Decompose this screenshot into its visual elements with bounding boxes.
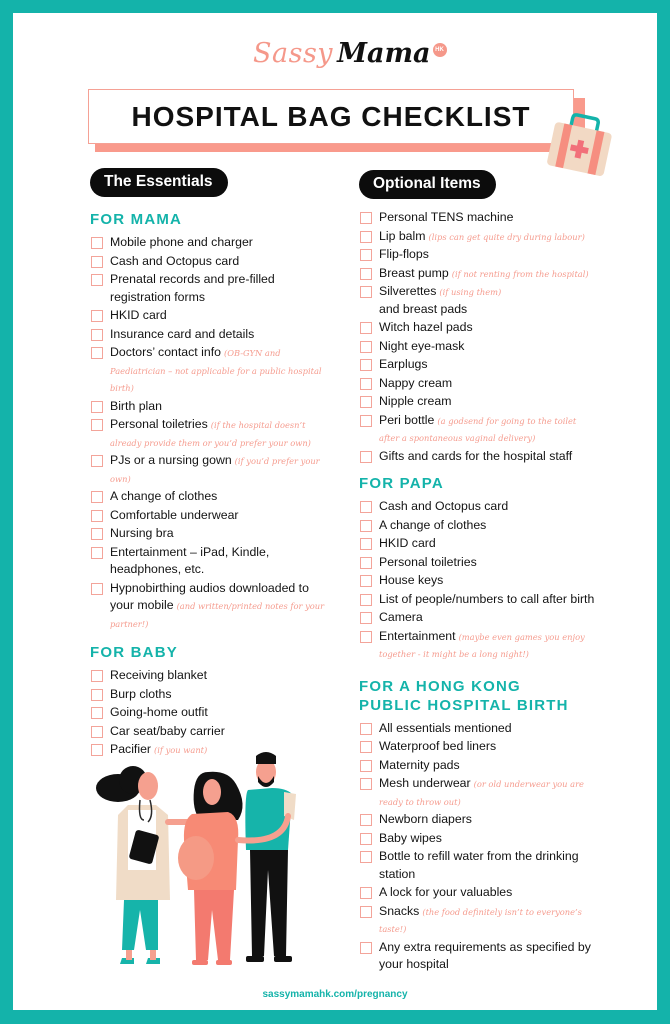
item-label: Nursing bra: [110, 526, 174, 540]
item-label: Prenatal records and pre-filled registration forms: [110, 272, 275, 304]
checklist-item: [359, 738, 599, 756]
checklist-item: [90, 544, 330, 579]
checkbox[interactable]: [91, 256, 103, 268]
checklist-item: [359, 356, 599, 374]
item-note: (if you’d prefer your own): [110, 456, 320, 484]
item-label: Nipple cream: [379, 394, 452, 408]
essentials-column: [90, 168, 330, 760]
item-label: Cash and Octopus card: [379, 499, 509, 513]
checkbox[interactable]: [360, 887, 372, 899]
public-hospital-heading: FOR A HONG KONG PUBLIC HOSPITAL BIRTH: [359, 677, 569, 714]
page-title: HOSPITAL BAG CHECKLIST: [131, 100, 531, 132]
item-label: List of people/numbers to call after birth: [379, 591, 595, 606]
optional-column: [359, 170, 599, 975]
checkbox[interactable]: [360, 741, 372, 753]
checklist-item: [359, 830, 599, 848]
item-label: Newborn diapers: [379, 812, 472, 826]
checklist-item: [90, 704, 330, 722]
checkbox[interactable]: [360, 451, 372, 463]
for-papa-heading: FOR PAPA: [359, 475, 444, 492]
checkbox[interactable]: [91, 401, 103, 413]
item-label: A change of clothes: [379, 517, 487, 532]
doctor-pregnant-mother-partner-illustration: [88, 750, 308, 975]
item-note: (if you want): [154, 745, 208, 755]
item-note: (lips can get quite dry during labour): [428, 231, 585, 242]
item-note: (if using them): [439, 287, 502, 297]
checklist-item: [359, 811, 599, 829]
checklist-item: [90, 507, 330, 525]
checkbox[interactable]: [360, 378, 372, 390]
item-label-continued: and breast pads: [379, 301, 468, 316]
item-label: Pacifier: [110, 742, 152, 756]
checklist-item: [359, 517, 599, 535]
checkbox[interactable]: [91, 491, 103, 503]
checklist-item: [359, 319, 599, 337]
checkbox[interactable]: [360, 341, 372, 353]
item-label: Night eye-mask: [379, 338, 465, 353]
item-label: Gifts and cards for the hospital staff: [379, 448, 573, 463]
checkbox[interactable]: [360, 942, 372, 954]
logo-sassy-text: Sassy: [253, 38, 334, 69]
checkbox[interactable]: [91, 419, 103, 431]
checkbox[interactable]: [360, 268, 372, 280]
checklist-item: [359, 628, 599, 663]
item-note: (maybe even games you enjoy together - it might be a long night!): [379, 631, 585, 659]
checkbox[interactable]: [91, 329, 103, 341]
item-label: Peri bottle: [379, 412, 435, 427]
item-label: Entertainment: [379, 628, 456, 643]
checkbox[interactable]: [360, 760, 372, 772]
checklist-item: [90, 307, 330, 325]
footer-website-link[interactable]: sassymamahk.com/pregnancy: [262, 989, 408, 1000]
checklist-item: [90, 686, 330, 704]
item-label: Personal toiletries: [110, 417, 208, 431]
optional-items-list: [359, 209, 599, 465]
checkbox[interactable]: [360, 415, 372, 427]
item-note: (a godsend for going to the toilet after a spontaneous vaginal delivery): [379, 415, 577, 443]
item-label: Nappy cream: [379, 375, 453, 390]
item-label: Burp cloths: [110, 686, 172, 701]
item-label: HKID card: [379, 536, 436, 550]
item-label: Witch hazel pads: [379, 320, 473, 334]
checkbox[interactable]: [91, 510, 103, 522]
item-label: Hypnobirthing audios downloaded to your mobile: [110, 580, 309, 612]
item-note: (if not renting from the hospital): [451, 268, 589, 279]
checklist-item: [90, 667, 330, 685]
checkbox[interactable]: [360, 396, 372, 408]
item-label: Doctors’ contact info: [110, 345, 221, 359]
essentials-pill: The Essentials: [90, 168, 228, 197]
checklist-item: [359, 848, 599, 883]
item-label: Mobile phone and charger: [110, 235, 253, 249]
pregnant-mother-figure: [178, 772, 243, 965]
item-label: HKID card: [110, 308, 167, 322]
item-label: Going-home outfit: [110, 705, 208, 719]
item-label: Receiving blanket: [110, 668, 208, 682]
checkbox[interactable]: [91, 726, 103, 738]
item-label: Waterproof bed liners: [379, 739, 497, 753]
item-label: Baby wipes: [379, 830, 442, 845]
sassy-mama-logo: [253, 38, 447, 78]
checklist-item: [359, 939, 599, 974]
checklist-item: [359, 591, 599, 609]
checkbox[interactable]: [91, 547, 103, 559]
checklist-item: [90, 452, 330, 487]
checkbox[interactable]: [360, 557, 372, 569]
checklist-item: [90, 253, 330, 271]
item-label: All essentials mentioned: [379, 720, 512, 735]
checklist-item: [359, 209, 599, 227]
checkbox[interactable]: [91, 274, 103, 286]
checklist-item: [359, 884, 599, 902]
checkbox[interactable]: [360, 538, 372, 550]
checkbox[interactable]: [91, 670, 103, 682]
checkbox[interactable]: [360, 906, 372, 918]
checklist-item: [359, 338, 599, 356]
item-label: A change of clothes: [110, 489, 218, 503]
checklist-item: [90, 234, 330, 252]
checkbox[interactable]: [360, 594, 372, 606]
for-baby-heading: FOR BABY: [90, 644, 178, 661]
item-label: Entertainment – iPad, Kindle, headphones, etc.: [110, 544, 270, 576]
checkbox[interactable]: [91, 347, 103, 359]
checklist-item: [359, 498, 599, 516]
item-label: Birth plan: [110, 398, 162, 413]
checkbox[interactable]: [360, 212, 372, 224]
optional-items-pill: Optional Items: [359, 170, 496, 199]
checkbox[interactable]: [360, 359, 372, 371]
item-label: Personal toiletries: [379, 554, 477, 569]
checklist-item: [359, 228, 599, 246]
checklist-item: [90, 416, 330, 451]
checkbox[interactable]: [360, 322, 372, 334]
checklist-item: [359, 903, 599, 938]
checklist-item: [359, 412, 599, 447]
item-label: Lip balm: [379, 228, 426, 243]
item-note: (and written/printed notes for your partner!): [110, 601, 325, 629]
checklist-item: [90, 525, 330, 543]
item-note: (OB-GYN and Paediatrician – not applicable for a public hospital birth): [110, 348, 322, 393]
for-baby-list: [90, 667, 330, 759]
checkbox[interactable]: [360, 249, 372, 261]
checklist-item: [359, 448, 599, 466]
checklist-item: [359, 265, 599, 283]
checklist-item: [90, 271, 330, 306]
item-label: Insurance card and details: [110, 326, 255, 341]
for-mama-list: [90, 234, 330, 632]
checklist-item: [359, 609, 599, 627]
checklist-item: [90, 326, 330, 344]
checkbox[interactable]: [360, 723, 372, 735]
item-label: Car seat/baby carrier: [110, 723, 225, 738]
title-box: [88, 89, 574, 144]
item-label: Bottle to refill water from the drinking station: [379, 849, 579, 881]
item-label: Comfortable underwear: [110, 507, 239, 522]
checkbox[interactable]: [91, 528, 103, 540]
checkbox[interactable]: [91, 237, 103, 249]
partner-figure: [238, 752, 296, 962]
checkbox[interactable]: [91, 707, 103, 719]
checkbox[interactable]: [360, 520, 372, 532]
checkbox[interactable]: [360, 286, 372, 298]
doctor-figure: [96, 766, 188, 964]
logo-hk-badge: HK: [433, 43, 447, 57]
item-note: (or old underwear you are ready to throw out): [379, 779, 584, 807]
public-hospital-list: [359, 720, 599, 974]
item-label: Breast pump: [379, 265, 449, 280]
checkbox[interactable]: [91, 583, 103, 595]
for-mama-heading: FOR MAMA: [90, 211, 183, 228]
checklist-item: [359, 720, 599, 738]
checklist-item: [90, 580, 330, 633]
checklist-item: [359, 283, 599, 318]
item-label: Personal TENS machine: [379, 210, 514, 224]
item-label: Silverettes: [379, 284, 437, 298]
checklist-item: [90, 398, 330, 416]
item-label: PJs or a nursing gown: [110, 453, 232, 467]
item-label: Snacks: [379, 903, 420, 918]
checkbox[interactable]: [360, 575, 372, 587]
checklist-item: [90, 344, 330, 397]
checklist-item: [359, 246, 599, 264]
item-label: Mesh underwear: [379, 776, 471, 790]
item-label: Cash and Octopus card: [110, 253, 240, 268]
checkbox[interactable]: [91, 689, 103, 701]
logo-mama-text: Mama: [337, 38, 431, 69]
medical-bag-icon: [543, 110, 615, 178]
item-label: Maternity pads: [379, 757, 460, 772]
checklist-item: [90, 723, 330, 741]
checklist-item: [359, 775, 599, 810]
checkbox[interactable]: [360, 612, 372, 624]
item-note: (the food definitely isn’t to everyone’s taste!): [379, 906, 582, 934]
item-label: Camera: [379, 610, 423, 624]
checklist-item: [359, 572, 599, 590]
checklist-item: [359, 535, 599, 553]
checkbox[interactable]: [360, 814, 372, 826]
item-label: Flip-flops: [379, 247, 429, 261]
checkbox[interactable]: [360, 833, 372, 845]
checkbox[interactable]: [360, 231, 372, 243]
item-note: (if the hospital doesn’t already provide them or you’d prefer your own): [110, 420, 311, 448]
checklist-item: [90, 488, 330, 506]
item-label: House keys: [379, 573, 444, 587]
checkbox[interactable]: [360, 778, 372, 790]
item-label: A lock for your valuables: [379, 885, 513, 899]
for-papa-list: [359, 498, 599, 663]
checkbox[interactable]: [360, 851, 372, 863]
checklist-item: [359, 757, 599, 775]
checklist-item: [359, 554, 599, 572]
checklist-item: [359, 375, 599, 393]
checkbox[interactable]: [91, 310, 103, 322]
item-label: Any extra requirements as specified by your hospital: [379, 939, 591, 971]
item-label: Earplugs: [379, 357, 428, 371]
checkbox[interactable]: [360, 631, 372, 643]
checkbox[interactable]: [360, 501, 372, 513]
checklist-item: [359, 393, 599, 411]
checkbox[interactable]: [91, 455, 103, 467]
